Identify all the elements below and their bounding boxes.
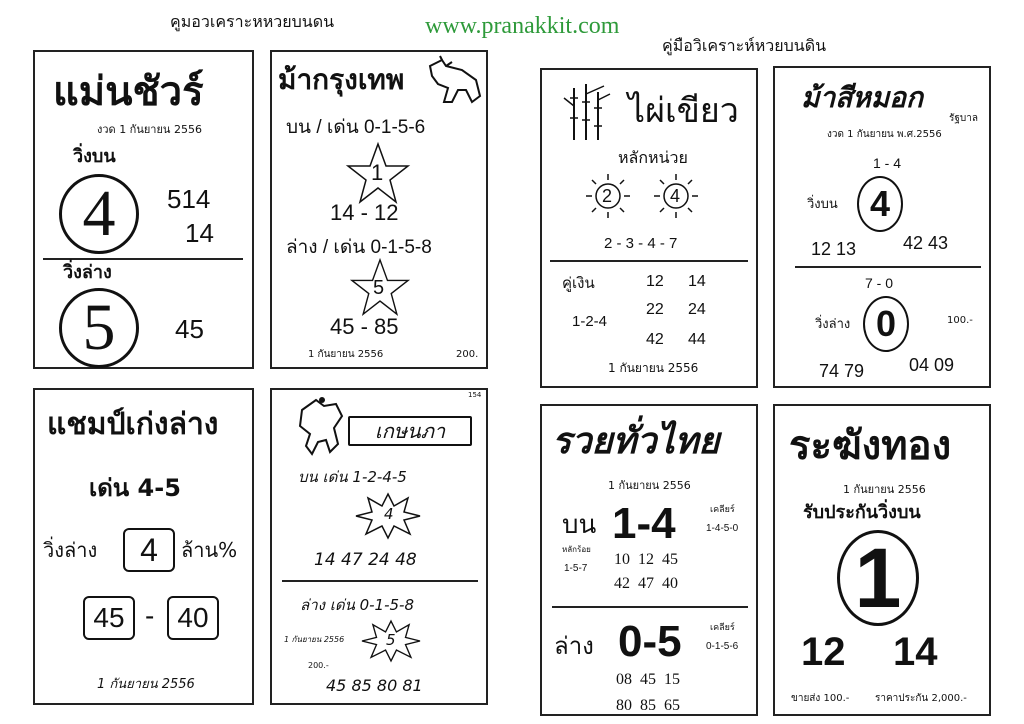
draw-date: 1 กันยายน 2556 (608, 361, 699, 375)
divider (795, 266, 981, 268)
horse-rider-icon (292, 396, 348, 456)
num-cell: 24 (688, 301, 706, 318)
run-bottom-digit: 5 (82, 291, 116, 364)
bottom-number: 45 (175, 314, 204, 344)
card-maen-chua (33, 50, 254, 369)
pair-left-box (83, 596, 135, 640)
run-bottom-circle (863, 296, 909, 352)
draw-date: งวด 1 กันยายน พ.ศ.2556 (827, 129, 942, 140)
num-cell: 44 (688, 331, 706, 348)
num-left: 12 (801, 630, 846, 674)
pair-sequence: 1-2-4 (572, 313, 608, 330)
sub-brand: รัฐบาล (949, 113, 978, 124)
run-digit: 4 (140, 531, 158, 568)
website-url[interactable]: www.pranakkit.com (425, 13, 620, 39)
top-big: 1-4 (612, 499, 676, 548)
star-bottom-digit: 5 (373, 277, 385, 299)
pair-right-box (167, 596, 219, 640)
divider (282, 580, 478, 582)
corner-mark: 154 (468, 391, 482, 399)
run-suffix: ล้าน% (181, 538, 238, 562)
run-bottom-label: วิ่งล่าง (815, 317, 851, 332)
guarantee-label: รับประกันวิ่งบน (803, 502, 921, 523)
star-top-digit: 1 (371, 160, 384, 185)
sun-left-digit: 2 (602, 186, 613, 206)
card-ma-krungthep (270, 50, 488, 369)
run-top-label: วิ่งบน (73, 146, 116, 167)
top-side-nums: 1-4-5-0 (706, 523, 739, 534)
run-top-digit: 4 (869, 183, 891, 224)
left-header-title: คูมอวเคราะหหวยบนดน (170, 12, 335, 31)
bottom-big: 0-5 (618, 617, 682, 666)
run-bottom-label: วิ่งล่าง (63, 262, 112, 283)
top-row-1: 10 12 45 (614, 551, 678, 568)
sun-right-digit: 4 (670, 186, 681, 206)
num-cell: 42 (646, 331, 664, 348)
bottom-nums: 45 85 80 81 (326, 676, 423, 695)
top-number-1: 514 (167, 184, 211, 214)
price: 100.- (947, 315, 973, 326)
bottom-row-2: 80 85 65 (616, 697, 680, 714)
num-cell: 12 (646, 273, 664, 290)
card-phai-khiao (540, 68, 758, 388)
hundreds-label: หลักร้อย (562, 545, 591, 554)
draw-date: งวด 1 กันยายน 2556 (97, 123, 202, 136)
price: 200.- (308, 661, 329, 670)
bottom-nums-2: 04 09 (909, 355, 955, 375)
divider (43, 258, 243, 260)
run-top-label: วิ่งบน (807, 197, 838, 212)
bottom-line: ล่าง / เด่น 0-1-5-8 (286, 237, 432, 258)
card-title: เกษนภา (374, 419, 446, 443)
lead-numbers: เด่น 4-5 (89, 474, 181, 502)
draw-date: 1 กันยายน 2556 (97, 677, 195, 692)
card-ket-napha (270, 388, 488, 705)
card-title: ม้าสีหมอก (801, 81, 923, 114)
card-title: แชมป์เก่งล่าง (47, 407, 219, 442)
big-digit-circle (837, 530, 919, 626)
pair-left: 45 (93, 602, 125, 633)
num-right: 14 (893, 630, 938, 674)
price: 200. (456, 349, 479, 360)
big-digit: 1 (854, 530, 902, 625)
pair-dash: - (145, 600, 155, 631)
run-top-digit: 4 (82, 177, 116, 250)
run-top-circle (59, 174, 139, 254)
top-label: บน (562, 510, 597, 540)
pair-bottom: 45 - 85 (330, 314, 399, 339)
bottom-line: ล่าง เด่น 0-1-5-8 (300, 596, 415, 614)
right-header-title: คู่มือวิเคราะห์หวยบนดิน (662, 36, 827, 55)
bottom-label: ล่าง (554, 632, 594, 660)
card-title: ม้ากรุงเทพ (278, 63, 405, 96)
draw-date: 1 กันยายน 2556 (843, 483, 926, 496)
card-champ-keng-lang (33, 388, 254, 705)
top-line: บน / เด่น 0-1-5-6 (286, 117, 426, 138)
pair-top: 14 - 12 (330, 200, 399, 225)
card-ma-si-mok (773, 66, 991, 388)
top-pair: 1 - 4 (873, 155, 902, 171)
hundreds-seq: 1-5-7 (564, 563, 588, 574)
draw-date: 1 กันยายน 2556 (608, 479, 691, 492)
run-bottom-circle (59, 288, 139, 368)
card-rakhang-thong (773, 404, 991, 716)
card-title: รวยทั่วไทย (552, 421, 720, 462)
top-nums: 14 47 24 48 (314, 550, 417, 570)
top-row-2: 42 47 40 (614, 575, 678, 592)
divider (550, 260, 748, 262)
horse-icon (422, 56, 484, 108)
wholesale-price: ขายส่ง 100.- (791, 693, 850, 704)
pair-label: คู่เงิน (562, 274, 595, 292)
run-label: วิ่งล่าง (43, 538, 98, 562)
unit-label: หลักหน่วย (618, 148, 688, 167)
bottom-row-1: 08 45 15 (616, 671, 680, 688)
top-nums: 12 13 (811, 239, 857, 259)
bamboo-icon (564, 84, 610, 140)
card-title: แม่นชัวร์ (53, 69, 204, 115)
bottom-side-label: เคลียร์ (710, 623, 735, 633)
bottom-pair: 7 - 0 (865, 275, 894, 291)
retail-price: ราคาประกัน 2,000.- (875, 693, 967, 704)
bottom-nums: 74 79 (819, 361, 865, 381)
run-top-circle (857, 176, 903, 232)
star-bottom-digit: 5 (386, 631, 396, 649)
draw-date: 1 กันยายน 2556 (308, 349, 384, 360)
sequence: 2 - 3 - 4 - 7 (604, 235, 678, 252)
num-cell: 14 (688, 273, 706, 290)
run-bottom-digit: 0 (875, 303, 897, 344)
run-digit-box (123, 528, 175, 572)
draw-date: 1 กันยายน 2556 (284, 635, 345, 644)
card-title: ระฆังทอง (789, 423, 952, 469)
pair-right: 40 (177, 602, 209, 633)
card-ruai-thua-thai (540, 404, 758, 716)
top-number-2: 14 (185, 218, 214, 248)
top-line: บน เด่น 1-2-4-5 (298, 468, 407, 486)
divider (552, 606, 748, 608)
card-title: ไผ่เขียว (628, 91, 739, 131)
top-nums-2: 42 43 (903, 233, 949, 253)
bottom-side-nums: 0-1-5-6 (706, 641, 739, 652)
star-top-digit: 4 (384, 505, 394, 523)
top-side-label: เคลียร์ (710, 505, 735, 515)
num-cell: 22 (646, 301, 664, 318)
brand-banner (348, 416, 472, 446)
